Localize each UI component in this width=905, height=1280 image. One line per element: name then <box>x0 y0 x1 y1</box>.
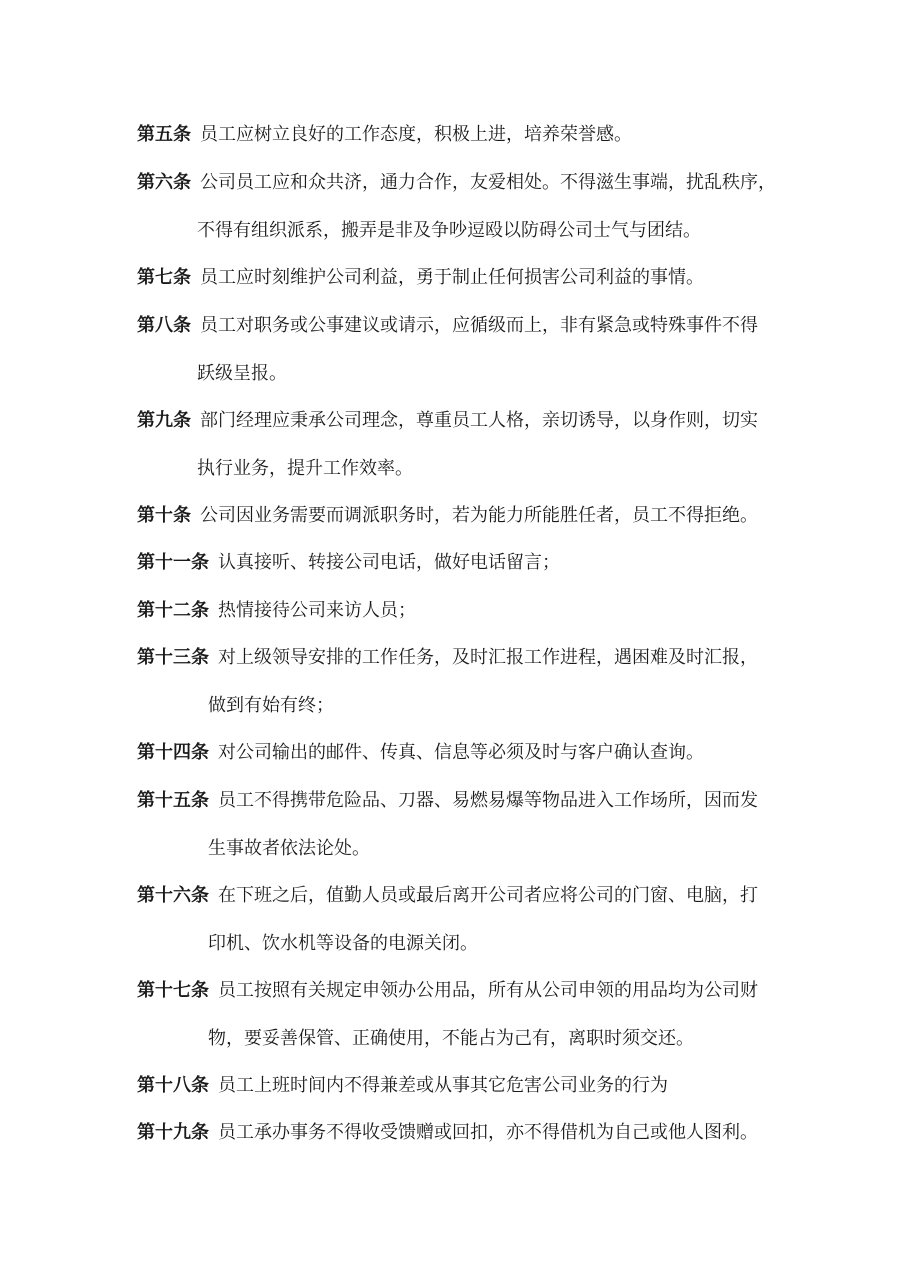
article-text: 公司员工应和众共济，通力合作，友爱相处。不得滋生事端，扰乱秩序， <box>200 172 776 193</box>
article-text-continuation: 不得有组织派系，搬弄是非及争吵逗殴以防碍公司士气与团结。 <box>197 220 701 241</box>
article-text-continuation: 物，要妥善保管、正确使用，不能占为己有，离职时须交还。 <box>208 1028 694 1049</box>
article-text-continuation: 印机、饮水机等设备的电源关闭。 <box>208 933 478 954</box>
article-label: 第十一条 <box>137 552 209 573</box>
article-text: 在下班之后，值勤人员或最后离开公司者应将公司的门窗、电脑，打 <box>218 885 758 906</box>
article-label: 第八条 <box>137 315 191 336</box>
article-label: 第十条 <box>137 505 191 526</box>
article-label: 第十三条 <box>137 647 209 668</box>
article-text-continuation: 生事故者依法论处。 <box>208 838 370 859</box>
article-text: 员工对职务或公事建议或请示，应循级而上，非有紧急或特殊事件不得 <box>200 315 758 336</box>
article-text: 对公司输出的邮件、传真、信息等必须及时与客户确认查询。 <box>218 742 704 763</box>
article-text: 员工不得携带危险品、刀器、易燃易爆等物品进入工作场所，因而发 <box>218 790 758 811</box>
article-label: 第十五条 <box>137 790 209 811</box>
article-text-continuation: 跃级呈报。 <box>197 363 287 384</box>
article-label: 第十四条 <box>137 742 209 763</box>
article-text: 员工应树立良好的工作态度，积极上进，培养荣誉感。 <box>200 124 632 145</box>
article-text: 部门经理应秉承公司理念，尊重员工人格，亲切诱导，以身作则，切实 <box>200 410 758 431</box>
article-label: 第十七条 <box>137 980 209 1001</box>
article-label: 第六条 <box>137 172 191 193</box>
article-text: 公司因业务需要而调派职务时，若为能力所能胜任者，员工不得拒绝。 <box>200 505 758 526</box>
article-text: 员工按照有关规定申领办公用品，所有从公司申领的用品均为公司财 <box>218 980 758 1001</box>
article-label: 第十九条 <box>137 1122 209 1143</box>
article-label: 第七条 <box>137 267 191 288</box>
article-label: 第九条 <box>137 410 191 431</box>
article-text-continuation: 做到有始有终； <box>208 695 334 716</box>
article-text: 热情接待公司来访人员； <box>218 600 416 621</box>
article-label: 第十八条 <box>137 1075 209 1096</box>
article-text: 员工应时刻维护公司利益，勇于制止任何损害公司利益的事情。 <box>200 267 704 288</box>
article-text: 员工上班时间内不得兼差或从事其它危害公司业务的行为 <box>218 1075 668 1096</box>
article-text-continuation: 执行业务，提升工作效率。 <box>197 458 413 479</box>
article-label: 第十六条 <box>137 885 209 906</box>
article-text: 认真接听、转接公司电话，做好电话留言； <box>218 552 560 573</box>
article-label: 第十二条 <box>137 600 209 621</box>
article-text: 对上级领导安排的工作任务，及时汇报工作进程，遇困难及时汇报， <box>218 647 758 668</box>
article-label: 第五条 <box>137 124 191 145</box>
article-text: 员工承办事务不得收受馈赠或回扣，亦不得借机为自己或他人图利。 <box>218 1122 758 1143</box>
